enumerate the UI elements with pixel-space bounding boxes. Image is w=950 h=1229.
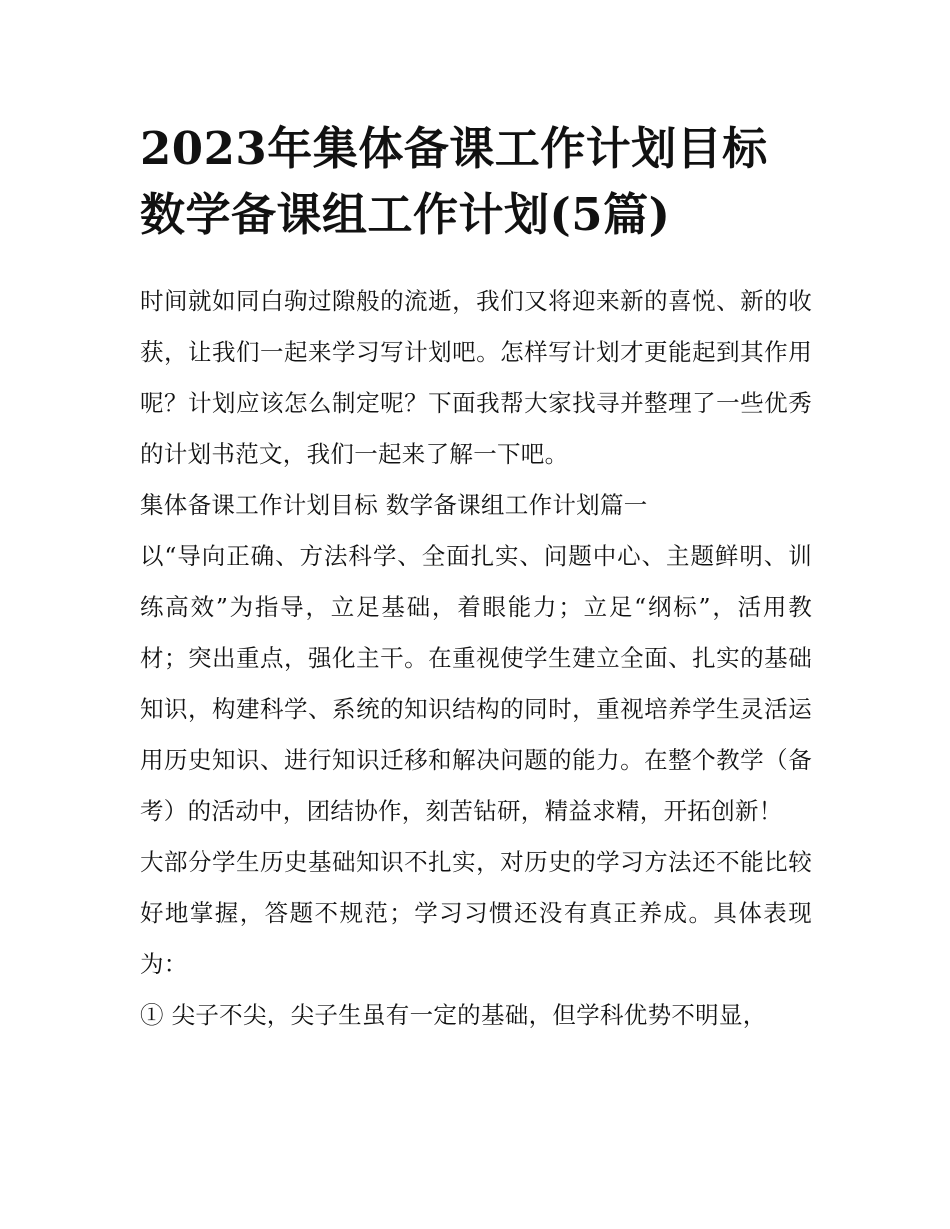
guideline-paragraph: 以“导向正确、方法科学、全面扎实、问题中心、主题鲜明、训练高效”为指导，立足基础，着眼能力；立足“纲标”，活用教材；突出重点，强化主干。在重视使学生建立全面、扎实的基础知识，构建科学、系统的知识结构的同时，重视培养学生灵活运用历史知识、进行知识迁移和解决问题的能力。在整个教学（备考）的活动中，团结协作，刻苦钻研，精益求精，开拓创新！ [140, 542, 812, 825]
list-item: ① 尖子不尖，尖子生虽有一定的基础，但学科优势不明显， [140, 1001, 767, 1029]
student-analysis-paragraph: 大部分学生历史基础知识不扎实，对历史的学习方法还不能比较好地掌握，答题不规范；学习习惯还没有真正养成。具体表现为： [140, 848, 812, 978]
document-body [140, 276, 812, 1041]
intro-paragraph: 时间就如同白驹过隙般的流逝，我们又将迎来新的喜悦、新的收获，让我们一起来学习写计划吧。怎样写计划才更能起到其作用呢？计划应该怎么制定呢？下面我帮大家找寻并整理了一些优秀的计划书范文，我们一起来了解一下吧。 [140, 287, 812, 468]
section-heading: 集体备课工作计划目标 数学备课组工作计划篇一 [140, 491, 648, 519]
document-title: 2023年集体备课工作计划目标 数学备课组工作计划(5篇) [140, 122, 768, 241]
